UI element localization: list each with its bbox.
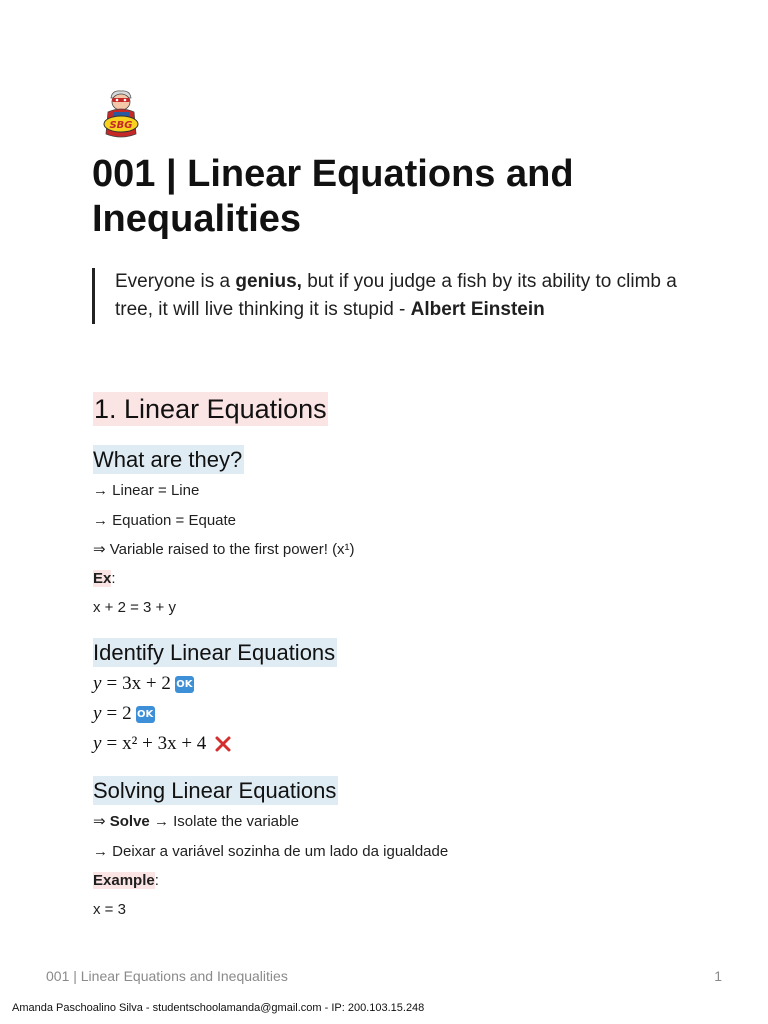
equation-rhs: x² + 3x + 4 (122, 733, 207, 754)
quote-emphasis: genius, (235, 271, 302, 292)
ok-icon: OK (175, 676, 194, 693)
footer-page-number: 1 (714, 968, 722, 984)
equation-rhs: 3x + 2 (122, 673, 171, 694)
equation-lhs: y (93, 733, 102, 754)
equation-equals: = (106, 703, 118, 724)
quote-block (92, 268, 705, 324)
equation-equals: = (106, 733, 118, 754)
example-label-line (93, 569, 116, 589)
cross-mark-icon (214, 735, 232, 753)
example-label-colon: : (111, 570, 116, 587)
solve-definition: → Isolate the variable (149, 813, 300, 830)
quote-author: Albert Einstein (410, 299, 545, 320)
equation-item-2 (93, 701, 155, 727)
quote-text-start: Everyone is a (115, 271, 236, 292)
footer-title: 001 | Linear Equations and Inequalities (46, 968, 288, 984)
ok-icon: OK (136, 706, 155, 723)
definition-line-equation: → Equation = Equate (93, 512, 237, 529)
svg-text:SBG: SBG (109, 120, 133, 131)
solving-example-label: Example (93, 872, 155, 889)
solve-term: Solve (109, 813, 150, 830)
definition-line-linear: → Linear = Line (93, 482, 200, 499)
subheading-solving-linear-equations: Solving Linear Equations (93, 778, 337, 803)
equation-lhs: y (93, 673, 102, 694)
equation-lhs: y (93, 703, 102, 724)
superhero-mascot-logo-icon (100, 88, 142, 140)
subheading-identify-linear-equations: Identify Linear Equations (93, 640, 336, 665)
section-heading-linear-equations: 1. Linear Equations (94, 394, 327, 424)
solving-example-label-line (93, 871, 159, 891)
definition-line-variable-power: ⇒ Variable raised to the first power! (x¹) (93, 541, 355, 558)
equation-rhs: 2 (122, 703, 132, 724)
solving-example-equation: x = 3 (93, 901, 126, 918)
example-label: Ex (93, 570, 112, 587)
solve-definition-line (93, 812, 299, 832)
solve-portuguese-line: → Deixar a variável sozinha de um lado da igualdade (93, 843, 449, 860)
equation-item-3 (93, 731, 232, 757)
equation-item-1 (93, 671, 194, 697)
example-equation: x + 2 = 3 + y (93, 599, 176, 616)
subheading-what-are-they: What are they? (93, 447, 243, 472)
equation-equals: = (106, 673, 118, 694)
solving-example-colon: : (154, 872, 159, 889)
user-watermark: Amanda Paschoalino Silva - studentschoolamanda@gmail.com - IP: 200.103.15.248 (12, 1002, 425, 1014)
solve-arrow: ⇒ (93, 813, 110, 830)
quote-text-rest: but if you judge a fish by its ability to climb a tree, it will live thinking it is stupid - (115, 271, 677, 320)
page-title: 001 | Linear Equations and Inequalities (92, 153, 574, 240)
